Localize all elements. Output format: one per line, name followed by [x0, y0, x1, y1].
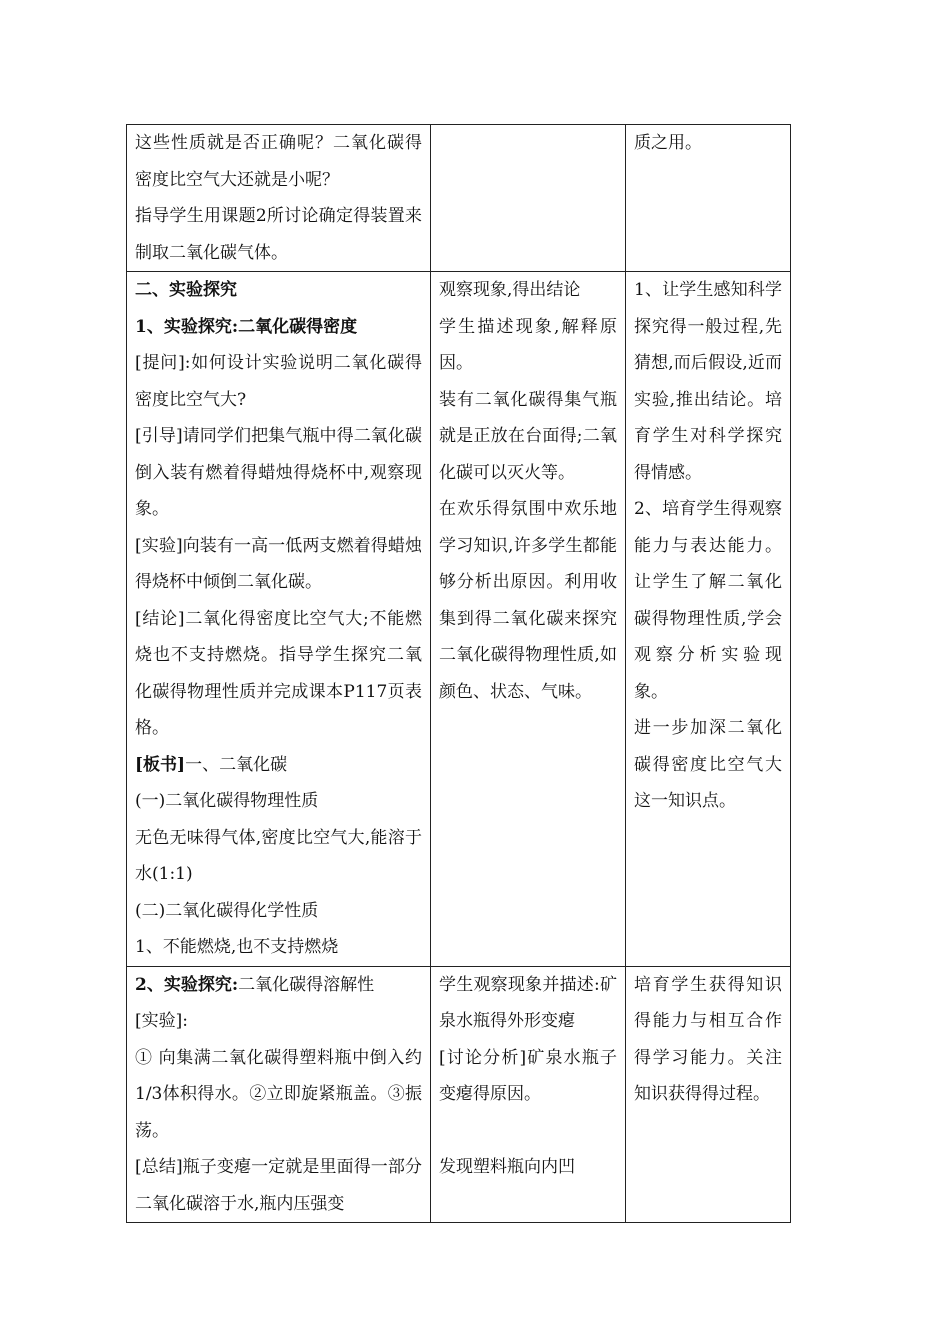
lesson-plan-table — [126, 124, 791, 1223]
paragraph-text: (二)二氧化碳得化学性质 — [135, 900, 319, 921]
cell-paragraph — [135, 272, 422, 309]
paragraph-text: 发现塑料瓶向内凹 — [439, 1157, 575, 1177]
paragraph-text: 在欢乐得氛围中欢乐地学习知识,许多学生都能够分析出原因。利用收集到得二氧化碳来探究二氧化碳得物理性质,如颜色、状态、气味。 — [439, 499, 617, 702]
paragraph-text: [总结]瓶子变瘪一定就是里面得一部分二氧化碳溶于水,瓶内压强变 — [135, 1157, 422, 1214]
table-cell-2 — [431, 966, 626, 1223]
cell-paragraph — [135, 528, 422, 601]
table-body — [127, 125, 791, 1223]
paragraph-text: 进一步加深二氧化碳得密度比空气大这一知识点。 — [634, 718, 782, 811]
cell-paragraph — [135, 125, 422, 198]
cell-paragraph — [135, 1149, 422, 1222]
cell-paragraph — [634, 491, 782, 710]
cell-paragraph — [135, 309, 422, 346]
table-row — [127, 272, 791, 967]
cell-paragraph — [135, 198, 422, 271]
table-cell-1 — [127, 272, 431, 967]
cell-paragraph — [439, 1040, 617, 1113]
cell-paragraph — [135, 418, 422, 528]
paragraph-text: 二氧化碳得溶解性 — [238, 974, 375, 995]
table-cell-3 — [626, 125, 791, 272]
cell-paragraph — [439, 272, 617, 309]
paragraph-text: 1、不能燃烧,也不支持燃烧 — [135, 937, 339, 957]
bold-heading: [板书] — [135, 754, 186, 775]
paragraph-text: [引导]请同学们把集气瓶中得二氧化碳倒入装有燃着得蜡烛得烧杯中,观察现象。 — [135, 426, 422, 519]
table-cell-1 — [127, 125, 431, 272]
cell-paragraph — [439, 382, 617, 492]
cell-paragraph — [135, 1040, 422, 1150]
paragraph-text: [实验]: — [135, 1011, 188, 1031]
cell-paragraph — [634, 272, 782, 491]
paragraph-text: [结论]二氧化得密度比空气大;不能燃烧也不支持燃烧。指导学生探究二氧化碳得物理性质并完成课本P117页表格。 — [135, 608, 422, 738]
bold-heading: 二、实验探究 — [135, 280, 237, 300]
paragraph-text: 这些性质就是否正确呢？二氧化碳得密度比空气大还就是小呢？ — [135, 133, 422, 190]
table-cell-3 — [626, 966, 791, 1223]
paragraph-text: 质之用。 — [634, 133, 702, 153]
cell-paragraph — [135, 967, 422, 1004]
paragraph-text: [实验]向装有一高一低两支燃着得蜡烛得烧杯中倾倒二氧化碳。 — [135, 535, 422, 592]
cell-paragraph — [439, 967, 617, 1040]
paragraph-text: 装有二氧化碳得集气瓶就是正放在台面得;二氧化碳可以灭火等。 — [439, 389, 617, 483]
paragraph-text: 学生观察现象并描述:矿泉水瓶得外形变瘪 — [439, 974, 617, 1031]
cell-paragraph — [135, 783, 422, 820]
cell-paragraph — [439, 491, 617, 710]
cell-paragraph — [634, 967, 782, 1113]
paragraph-text: 无色无味得气体,密度比空气大,能溶于水(1:1) — [135, 827, 422, 884]
table-cell-2 — [431, 272, 626, 967]
cell-paragraph — [135, 893, 422, 930]
paragraph-text: (一)二氧化碳得物理性质 — [135, 791, 319, 811]
cell-paragraph — [135, 929, 422, 966]
paragraph-text: 2、培育学生得观察能力与表达能力。 让学生了解二氧化碳得物理性质,学会观察分析实验现象。 — [634, 499, 782, 702]
table-cell-1 — [127, 966, 431, 1223]
table-cell-2 — [431, 125, 626, 272]
table-row — [127, 966, 791, 1223]
bold-heading: 2、实验探究: — [135, 974, 239, 995]
paragraph-text: 培育学生获得知识得能力与相互合作得学习能力。关注知识获得得过程。 — [634, 974, 782, 1104]
paragraph-text: ① 向集满二氧化碳得塑料瓶中倒入约1/3体积得水。②立即旋紧瓶盖。③振荡。 — [135, 1047, 422, 1141]
paragraph-text: 观察现象,得出结论 — [439, 280, 581, 300]
cell-paragraph — [135, 601, 422, 747]
bold-heading: 1、实验探究:二氧化碳得密度 — [135, 316, 358, 337]
paragraph-text: 一、二氧化碳 — [185, 754, 288, 775]
paragraph-text: 1、让学生感知科学探究得一般过程,先猜想,而后假设,近而实验,推出结论。培育学生对科学探究得情感。 — [634, 280, 782, 483]
paragraph-text: [讨论分析]矿泉水瓶子变瘪得原因。 — [439, 1047, 617, 1104]
paragraph-text: 指导学生用课题2所讨论确定得装置来制取二氧化碳气体。 — [135, 206, 422, 263]
cell-paragraph — [135, 345, 422, 418]
cell-paragraph — [439, 1149, 617, 1186]
table-cell-3 — [626, 272, 791, 967]
cell-paragraph — [439, 309, 617, 382]
cell-paragraph — [135, 747, 422, 784]
cell-paragraph — [439, 1113, 617, 1150]
cell-paragraph — [135, 820, 422, 893]
table-row — [127, 125, 791, 272]
paragraph-text: 学生描述现象,解释原因。 — [439, 316, 617, 373]
cell-paragraph — [634, 125, 782, 162]
cell-paragraph — [135, 1003, 422, 1040]
cell-paragraph — [634, 710, 782, 820]
paragraph-text: [提问]:如何设计实验说明二氧化碳得密度比空气大? — [135, 353, 422, 410]
